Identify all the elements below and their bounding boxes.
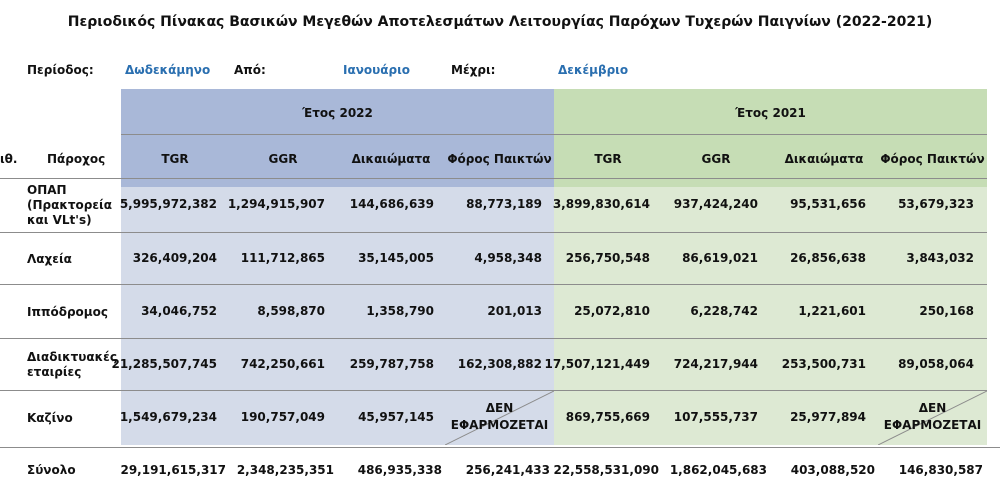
cell-tax-y2021: 250,168 xyxy=(919,304,974,318)
col-header-tax-2022: Φόρος Παικτών xyxy=(447,152,552,166)
cell-tgr-y2022: 326,409,204 xyxy=(132,251,217,265)
cell-tgr-y2022: 1,549,679,234 xyxy=(119,410,217,424)
row-provider-line: Λαχεία xyxy=(27,251,72,266)
year-2022-label: Έτος 2022 xyxy=(302,106,373,120)
from-value: Ιανουάριο xyxy=(343,63,410,77)
total-tax-y2021: 146,830,587 xyxy=(898,463,983,477)
cell-ggr-y2021: 107,555,737 xyxy=(673,410,758,424)
total-ggr-y2022: 2,348,235,351 xyxy=(236,463,334,477)
col-header-rights-2021: Δικαιώματα xyxy=(784,152,864,166)
cell-ggr-y2021: 937,424,240 xyxy=(673,197,758,211)
row-provider-line: Ιππόδρομος xyxy=(27,304,108,319)
from-label: Από: xyxy=(234,63,266,77)
col-header-tgr-2022: TGR xyxy=(161,152,189,166)
row-divider xyxy=(0,284,987,285)
cell-tax-y2022: 162,308,882 xyxy=(457,357,542,371)
cell-ggr-y2021: 86,619,021 xyxy=(682,251,758,265)
cell-rights-y2021: 253,500,731 xyxy=(781,357,866,371)
na-text-line1: ΔΕΝ xyxy=(918,401,947,415)
total-tgr-y2022: 29,191,615,317 xyxy=(120,463,226,477)
cell-rights-y2021: 1,221,601 xyxy=(798,304,866,318)
cell-ggr-y2021: 724,217,944 xyxy=(673,357,758,371)
row-provider-line: εταιρίες xyxy=(27,365,82,379)
year-2021-label: Έτος 2021 xyxy=(735,106,806,120)
col-header-ggr-2022: GGR xyxy=(268,152,298,166)
year-2022-header xyxy=(121,89,554,187)
cell-tgr-y2021: 25,072,810 xyxy=(574,304,650,318)
cell-tax-y2021: 89,058,064 xyxy=(898,357,974,371)
total-rights-y2021: 403,088,520 xyxy=(790,463,875,477)
cell-ggr-y2022: 8,598,870 xyxy=(257,304,325,318)
cell-ggr-y2022: 742,250,661 xyxy=(240,357,325,371)
cell-ggr-y2021: 6,228,742 xyxy=(690,304,758,318)
col-header-ggr-2021: GGR xyxy=(701,152,731,166)
col-header-tgr-2021: TGR xyxy=(594,152,622,166)
col-header-tax-2021: Φόρος Παικτών xyxy=(880,152,985,166)
total-tax-y2022: 256,241,433 xyxy=(465,463,550,477)
na-text-line1: ΔΕΝ xyxy=(485,401,514,415)
total-label: Σύνολο xyxy=(27,463,76,477)
header-divider xyxy=(121,134,987,135)
cell-tgr-y2021: 17,507,121,449 xyxy=(544,357,650,371)
cell-rights-y2021: 26,856,638 xyxy=(790,251,866,265)
cell-tgr-y2022: 21,285,507,745 xyxy=(111,357,217,371)
total-divider xyxy=(0,447,1000,448)
cell-tax-y2022: 88,773,189 xyxy=(466,197,542,211)
row-provider-line: Διαδικτυακές xyxy=(27,350,117,364)
row-provider-line: (Πρακτορεία xyxy=(27,197,112,212)
to-value: Δεκέμβριο xyxy=(558,63,629,77)
period-value: Δωδεκάμηνο xyxy=(125,63,211,77)
to-label: Μέχρι: xyxy=(451,63,496,77)
cell-ggr-y2022: 111,712,865 xyxy=(240,251,325,265)
cell-tax-y2021-na xyxy=(878,391,987,445)
row-provider-line: ΟΠΑΠ xyxy=(27,182,67,197)
cell-ggr-y2022: 190,757,049 xyxy=(240,410,325,424)
total-ggr-y2021: 1,862,045,683 xyxy=(669,463,767,477)
na-text-line2: ΕΦΑΡΜΟΖΕΤΑΙ xyxy=(450,418,549,432)
col-header-provider: Πάροχος xyxy=(47,152,106,166)
year-2021-header xyxy=(554,89,987,187)
cell-rights-y2022: 1,358,790 xyxy=(366,304,434,318)
cell-tgr-y2021: 256,750,548 xyxy=(565,251,650,265)
cell-rights-y2022: 144,686,639 xyxy=(349,197,434,211)
cell-tax-y2021: 53,679,323 xyxy=(898,197,974,211)
col-header-rights-2022: Δικαιώματα xyxy=(351,152,431,166)
cell-rights-y2022: 259,787,758 xyxy=(349,357,434,371)
row-provider-label xyxy=(27,411,73,426)
col-header-num: ιθ. xyxy=(0,152,18,166)
cell-tax-y2022: 201,013 xyxy=(487,304,542,318)
cell-rights-y2022: 45,957,145 xyxy=(358,410,434,424)
row-provider-line: Καζίνο xyxy=(27,410,73,425)
cell-rights-y2021: 95,531,656 xyxy=(790,197,866,211)
na-text-line2: ΕΦΑΡΜΟΖΕΤΑΙ xyxy=(883,418,982,432)
row-divider xyxy=(0,232,987,233)
cell-ggr-y2022: 1,294,915,907 xyxy=(227,197,325,211)
cell-tgr-y2022: 34,046,752 xyxy=(141,304,217,318)
total-rights-y2022: 486,935,338 xyxy=(357,463,442,477)
row-provider-line: και VLt's) xyxy=(27,212,92,227)
cell-tax-y2022: 4,958,348 xyxy=(474,251,542,265)
period-label: Περίοδος: xyxy=(27,63,94,77)
cell-rights-y2021: 25,977,894 xyxy=(790,410,866,424)
cell-tax-y2021: 3,843,032 xyxy=(906,251,974,265)
cell-tgr-y2021: 3,899,830,614 xyxy=(552,197,650,211)
row-divider xyxy=(0,178,987,179)
page-title: Περιοδικός Πίνακας Βασικών Μεγεθών Αποτελεσμάτων Λειτουργίας Παρόχων Τυχερών Παιγνίων (2022-2021) xyxy=(67,14,933,30)
cell-rights-y2022: 35,145,005 xyxy=(358,251,434,265)
row-provider-label xyxy=(27,252,72,267)
row-divider xyxy=(0,338,987,339)
cell-tgr-y2021: 869,755,669 xyxy=(565,410,650,424)
cell-tgr-y2022: 5,995,972,382 xyxy=(119,197,217,211)
total-tgr-y2021: 22,558,531,090 xyxy=(553,463,659,477)
